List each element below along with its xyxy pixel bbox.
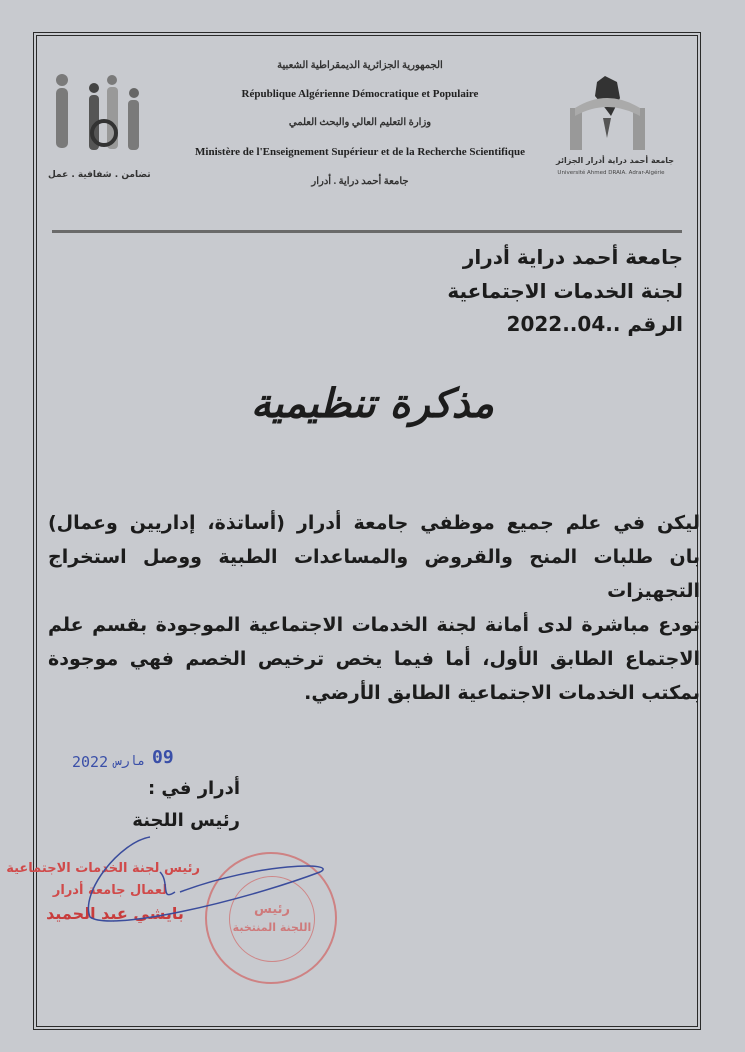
ministry-fr: Ministère de l'Enseignement Supérieur et de la Recherche Scientifique (195, 146, 525, 158)
date-stamp-year: 2022 (72, 753, 109, 771)
seal-line2: اللجنة المنتخبة (232, 921, 312, 934)
university-ar: جامعة أحمد دراية . أدرار (311, 176, 409, 187)
signature-block (0, 747, 745, 1052)
republic-fr: République Algérienne Démocratique et Populaire (241, 88, 479, 100)
signature-place: أدرار في : (147, 778, 240, 799)
university-logo-caption-ar: جامعة أحمد دراية أدرار الجزائر (556, 156, 675, 165)
university-logo (565, 68, 650, 153)
body-line: بمكتب الخدمات الاجتماعية الطابق الأرضي. (304, 682, 700, 704)
sender-committee: لجنة الخدمات الاجتماعية (447, 279, 683, 303)
stamp-title: رئيس لجنة الخدمات الاجتماعية (6, 861, 200, 876)
date-stamp-day: 09 (152, 747, 174, 768)
seal-line1: رئيس (253, 902, 291, 917)
solidarity-logo (44, 58, 154, 168)
sender-university: جامعة أحمد دراية أدرار (462, 245, 683, 269)
ministry-ar: وزارة التعليم العالي والبحث العلمي (288, 117, 432, 128)
body-line: ليكن في علم جميع موظفي جامعة أدرار (أساتذة، إداريين وعمال) (48, 512, 700, 534)
body-line: الاجتماع الطابق الأول، أما فيما يخص ترخيص الخصم فهي موجودة (48, 648, 700, 670)
republic-ar: الجمهورية الجزائرية الديمقراطية الشعبية (277, 60, 443, 71)
signature-role: رئيس اللجنة (132, 810, 240, 831)
handwritten-signature (60, 832, 330, 932)
stamp-name: بايشي عبد الحميد (46, 904, 184, 923)
university-logo-caption-fr: Université Ahmed DRAIA. Adrar-Algérie (557, 170, 665, 176)
left-logo-caption: تضامن . شفافية . عمل (48, 170, 151, 180)
body-line: بان طلبات المنح والقروض والمساعدات الطبية ووصل استخراج التجهيزات (48, 546, 700, 602)
document-title: مذكرة تنظيمية (250, 380, 495, 427)
memo-content (0, 506, 745, 1052)
stamp-subtitle: لعمال جامعة أدرار (52, 883, 168, 898)
date-stamp-month: مارس (114, 754, 146, 769)
body-line: تودع مباشرة لدى أمانة لجنة الخدمات الاجتماعية الموجودة بقسم علم (48, 614, 700, 636)
memo-body (48, 506, 700, 710)
reference-number: الرقم ..04..2022 (506, 312, 683, 336)
header-separator (52, 230, 682, 233)
